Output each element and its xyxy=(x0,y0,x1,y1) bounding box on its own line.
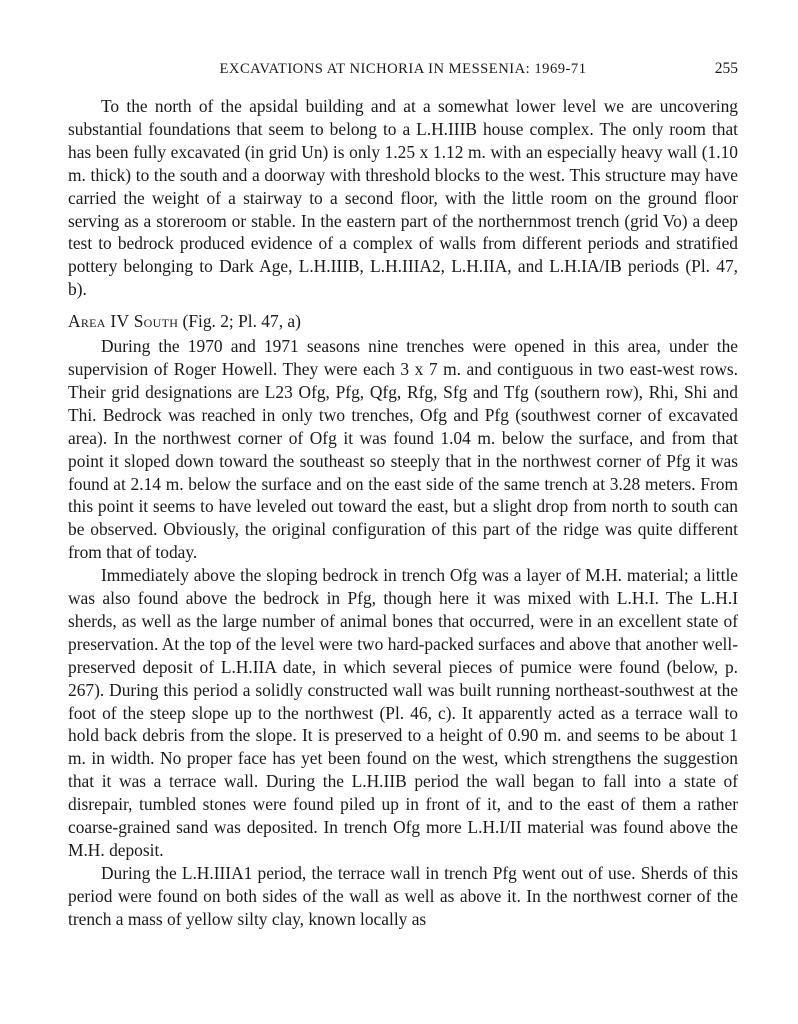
paragraph: Immediately above the sloping bedrock in trench Ofg was a layer of M.H. material; a little was also found above the bedrock in Pfg, though here it was mixed with L.H.I. The L.H.I sherds, as well as the large number of animal bones that occurred, were in an excellent state of preservation. At the top of the level were two hard-packed surfaces and above that another well-preserved deposit of L.H.IIA date, in which several pieces of pumice were found (below, p. 267). During this period a solidly constructed wall was built running northeast-southwest at the foot of the steep slope up to the northwest (Pl. 46, c). It apparently acted as a terrace wall to hold back debris from the slope. It is preserved to a height of 0.90 m. and seems to be about 1 m. in width. No proper face has yet been found on the west, which strengthens the suggestion that it was a terrace wall. During the L.H.IIB period the wall began to fall into a state of disrepair, tumbled stones were found piled up in front of it, and to the east of them a rather coarse-grained sand was deposited. In trench Ofg more L.H.I/II material was found above the M.H. deposit. xyxy=(68,565,738,860)
paragraph: During the L.H.IIIA1 period, the terrace wall in trench Pfg went out of use. Sherds of this period were found on both sides of the wall as well as above it. In the northwest corner of the trench a mass of yellow silty clay, known locally as xyxy=(68,862,738,929)
section-heading-refs: (Fig. 2; Pl. 47, a) xyxy=(178,311,301,332)
page-header xyxy=(68,58,738,82)
section-heading xyxy=(68,310,738,333)
paragraph: During the 1970 and 1971 seasons nine trenches were opened in this area, under the supervision of Roger Howell. They were each 3 x 7 m. and contiguous in two east-west rows. Their grid designations are L23 Ofg, Pfg, Qfg, Rfg, Sfg and Tfg (southern row), Rhi, Shi and Thi. Bedrock was reached in only two trenches, Ofg and Pfg (southwest corner of excavated area). In the northwest corner of Ofg it was found 1.04 m. below the surface, and from that point it sloped down toward the southeast so steeply that in the northwest corner of Pfg it was found at 2.14 m. below the surface and on the east side of the same trench at 3.28 meters. From this point it seems to have leveled out toward the east, but a slight drop from north to south can be observed. Obviously, the original configuration of this part of the ridge was quite different from that of today. xyxy=(68,336,738,563)
paragraph: To the north of the apsidal building and at a somewhat lower level we are uncovering substantial foundations that seem to belong to a L.H.IIIB house complex. The only room that has been fully excavated (in grid Un) is only 1.25 x 1.12 m. with an especially heavy wall (1.10 m. thick) to the south and a doorway with threshold blocks to the west. This structure may have carried the weight of a stairway to a second floor, with the little room on the ground floor serving as a storeroom or stable. In the eastern part of the northernmost trench (grid Vo) a deep test to bedrock produced evidence of a complex of walls from different periods and stratified pottery belonging to Dark Age, L.H.IIIB, L.H.IIIA2, L.H.IIA, and L.H.IA/IB periods (Pl. 47, b). xyxy=(68,96,738,300)
running-title: EXCAVATIONS AT NICHORIA IN MESSENIA: 1969-71 xyxy=(219,61,587,77)
section-heading-title: Area IV South xyxy=(68,311,179,332)
page-number: 255 xyxy=(714,60,738,77)
page xyxy=(68,58,738,931)
